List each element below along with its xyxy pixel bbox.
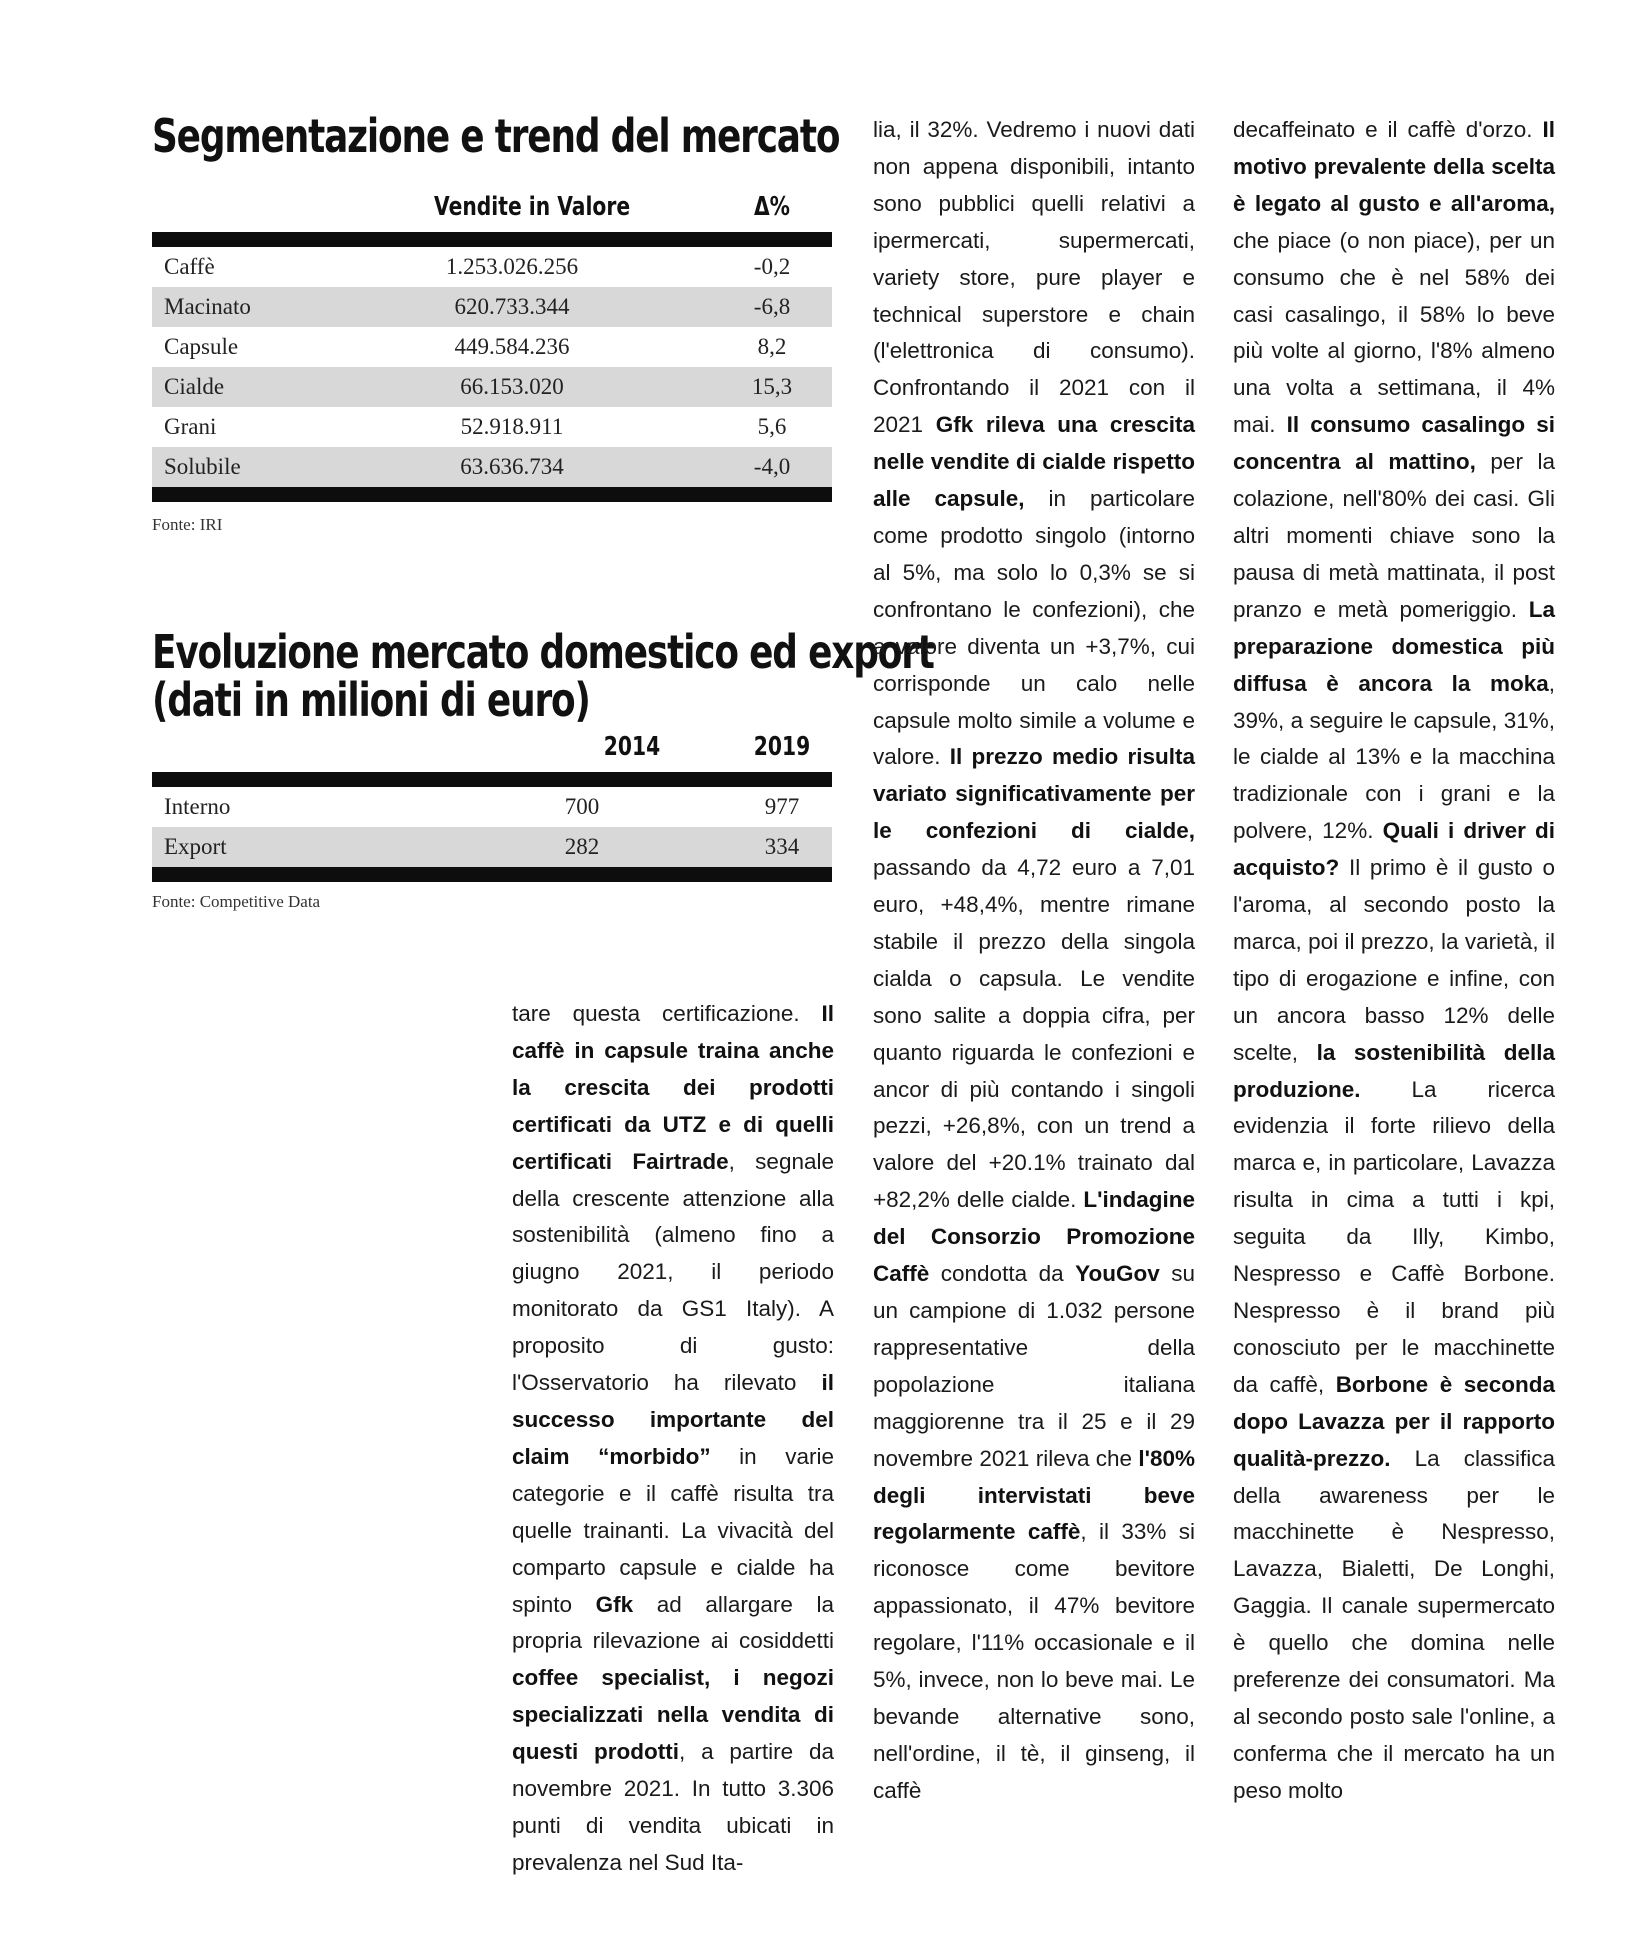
highlighted-text: l'80% degli intervistati beve regolarmente caffè bbox=[873, 1445, 1195, 1545]
delta-percent: 5,6 bbox=[757, 414, 787, 439]
highlighted-text: YouGov bbox=[1075, 1261, 1160, 1287]
row-label: Export bbox=[164, 834, 227, 859]
body-text: La ricerca evidenzia il forte rilievo della marca e, in particolare, Lavazza risulta in cima a tutti i kpi, seguita da Illy, Kimbo, Nespresso e Caffè Borbone. Nespresso è il brand più conosciuto per le macchinette da caffè, bbox=[1233, 1076, 1555, 1397]
article-paragraph bbox=[873, 112, 1195, 1810]
body-text: su un campione di 1.032 persone rappresentative della popolazione italiana maggiorenne tra il 25 e il 29 novembre 2021 rileva che bbox=[873, 1261, 1196, 1471]
table-row bbox=[152, 787, 832, 827]
row-label: Solubile bbox=[164, 454, 241, 479]
delta-percent: 15,3 bbox=[751, 374, 793, 399]
table-rule bbox=[152, 487, 832, 502]
body-text: La classifica della awareness per le macchinette è Nespresso, Lavazza, Bialetti, De Longhi, Gaggia. Il canale supermercato è quello che domina nelle preferenze dei consumatori. Ma al secondo posto sale l'online, a conferma che il mercato ha un peso molto bbox=[1233, 1445, 1555, 1803]
sales-value: 1.253.026.256 bbox=[445, 254, 579, 279]
body-text: per la colazione, nell'80% dei casi. Gli altri momenti chiave sono la pausa di metà mattinata, il post pranzo e metà pomeriggio. bbox=[1233, 449, 1555, 622]
sales-value: 52.918.911 bbox=[460, 414, 564, 439]
column-header-delta: Δ% bbox=[753, 192, 791, 222]
body-text: lia, il 32%. Vedremo i nuovi dati non appena disponibili, intanto sono pubblici quelli relativi a ipermercati, supermercati, variety store, pure player e technical superstore e chain (l'elettronica di consumo). Confrontando il 2021 con il 2021 bbox=[873, 117, 1195, 438]
column-header-2014: 2014 bbox=[603, 732, 661, 762]
row-label: Capsule bbox=[164, 334, 239, 359]
sales-value: 66.153.020 bbox=[460, 374, 564, 399]
table2-title bbox=[152, 625, 934, 727]
body-text: tare questa certificazione. bbox=[512, 1001, 822, 1026]
body-text: , 39%, a seguire le capsule, 31%, le cialde al 13% e la macchina tradizionale con i grani e la polvere, 12%. bbox=[1233, 670, 1555, 844]
table2-body bbox=[152, 787, 832, 867]
highlighted-text: Il prezzo medio risulta variato significativamente per le confezioni di cialde, bbox=[873, 744, 1195, 844]
table1-body bbox=[152, 247, 832, 487]
body-text: Il primo è il gusto o l'aroma, al secondo posto la marca, poi il prezzo, la varietà, il tipo di erogazione e infine, con un ancora basso 12% delle scelte, bbox=[1233, 855, 1555, 1065]
table-row bbox=[152, 327, 832, 367]
body-text: in particolare come prodotto singolo (intorno al 5%, ma solo lo 0,3% se si confrontano le confezioni), che a valore diventa un +3,7%, cui corrisponde un calo nelle capsule molto simile a volume e valore. bbox=[873, 486, 1195, 770]
highlighted-text: Il caffè in capsule traina anche la crescita dei prodotti certificati da UTZ e di quelli certificati Fairtrade bbox=[512, 1001, 834, 1174]
body-text: decaffeinato e il caffè d'orzo. bbox=[1233, 117, 1543, 142]
body-text: ad allargare la propria rilevazione ai cosiddetti bbox=[512, 1591, 835, 1654]
value-2014: 700 bbox=[564, 794, 600, 819]
highlighted-text: il successo importante del claim “morbido” bbox=[512, 1370, 834, 1469]
highlighted-text: la sostenibilità della produzione. bbox=[1233, 1039, 1555, 1102]
table-row bbox=[152, 447, 832, 487]
sales-value: 449.584.236 bbox=[454, 334, 570, 359]
table-row bbox=[152, 287, 832, 327]
delta-percent: -6,8 bbox=[753, 294, 791, 319]
table-rule bbox=[152, 232, 832, 247]
body-text: condotta da bbox=[929, 1261, 1076, 1287]
table-rule bbox=[152, 772, 832, 787]
domestic-export-table bbox=[152, 722, 832, 882]
highlighted-text: Quali i driver di acquisto? bbox=[1233, 818, 1555, 881]
table-row bbox=[152, 827, 832, 867]
table-row bbox=[152, 407, 832, 447]
row-label: Interno bbox=[164, 794, 231, 819]
value-2014: 282 bbox=[564, 834, 600, 859]
highlighted-text: L'indagine del Consorzio Promozione Caffè bbox=[873, 1187, 1195, 1287]
table1-header bbox=[152, 182, 832, 232]
body-text: , a partire da novembre 2021. In tutto 3.306 punti di vendita ubicati in prevalenza nel Sud Ita- bbox=[512, 1739, 834, 1875]
row-label: Grani bbox=[164, 414, 217, 439]
body-text: in varie categorie e il caffè risulta tra quelle trainanti. La vivacità del comparto capsule e cialde ha spinto bbox=[512, 1443, 834, 1617]
article-column-1 bbox=[512, 996, 834, 1876]
body-text: , il 33% si riconosce come bevitore appassionato, il 47% bevitore regolare, l'11% occasionale e il 5%, invece, non lo beve mai. Le bevande alternative sono, nell'ordine, il tè, il ginseng, il caffè bbox=[873, 1519, 1195, 1803]
article-column-3 bbox=[1233, 112, 1555, 1882]
table2-title-line2: (dati in milioni di euro) bbox=[152, 673, 590, 727]
row-label: Caffè bbox=[164, 254, 215, 279]
table1-source: Fonte: IRI bbox=[152, 515, 223, 534]
column-header-value: Vendite in Valore bbox=[434, 192, 631, 222]
highlighted-text: Gfk rileva una crescita nelle vendite di cialde rispetto alle capsule, bbox=[873, 412, 1195, 512]
article-paragraph bbox=[1233, 112, 1555, 1810]
body-text: , segnale della crescente attenzione alla sostenibilità (almeno fino a giugno 2021, il periodo monitorato da GS1 Italy). A proposito di gusto: l'Osservatorio ha rilevato bbox=[512, 1148, 834, 1396]
market-segmentation-table bbox=[152, 182, 832, 502]
body-text: che piace (o non piace), per un consumo che è nel 58% dei casi casalingo, il 58% lo beve più volte al giorno, l'8% almeno una volta a settimana, il 4% mai. bbox=[1233, 227, 1555, 438]
highlighted-text: coffee specialist, i negozi specializzati nella vendita di questi prodotti bbox=[512, 1665, 834, 1765]
column-header-2019: 2019 bbox=[753, 732, 811, 762]
table2-header bbox=[152, 722, 832, 772]
value-2019: 977 bbox=[764, 794, 800, 819]
highlighted-text: Borbone è seconda dopo Lavazza per il rapporto qualità-prezzo. bbox=[1233, 1371, 1556, 1471]
sales-value: 620.733.344 bbox=[454, 294, 570, 319]
row-label: Macinato bbox=[164, 294, 251, 319]
table-row bbox=[152, 247, 832, 287]
highlighted-text: Il consumo casalingo si concentra al mattino, bbox=[1233, 412, 1555, 475]
delta-percent: -0,2 bbox=[753, 254, 791, 279]
table2-title-line1: Evoluzione mercato domestico ed export bbox=[152, 625, 934, 679]
value-2019: 334 bbox=[764, 834, 800, 859]
delta-percent: 8,2 bbox=[757, 334, 787, 359]
table-rule bbox=[152, 867, 832, 882]
delta-percent: -4,0 bbox=[753, 454, 791, 479]
table-row bbox=[152, 367, 832, 407]
article-column-2 bbox=[873, 112, 1195, 1882]
article-paragraph bbox=[512, 996, 834, 1882]
highlighted-text: Gfk bbox=[595, 1591, 634, 1617]
highlighted-text: La preparazione domestica più diffusa è ancora la moka bbox=[1233, 596, 1555, 696]
table1-title: Segmentazione e trend del mercato bbox=[152, 109, 840, 163]
sales-value: 63.636.734 bbox=[460, 454, 564, 479]
table2-source: Fonte: Competitive Data bbox=[152, 892, 321, 911]
row-label: Cialde bbox=[164, 374, 225, 399]
highlighted-text: Il motivo prevalente della scelta è legato al gusto e all'aroma, bbox=[1233, 117, 1555, 216]
body-text: passando da 4,72 euro a 7,01 euro, +48,4%, mentre rimane stabile il prezzo della singola cialda o capsula. Le vendite sono salite a doppia cifra, per quanto riguarda le confezioni e ancor di più contando i singoli pezzi, +26,8%, con un trend a valore del +20.1% trainato dal +82,2% delle cialde. bbox=[873, 855, 1195, 1213]
